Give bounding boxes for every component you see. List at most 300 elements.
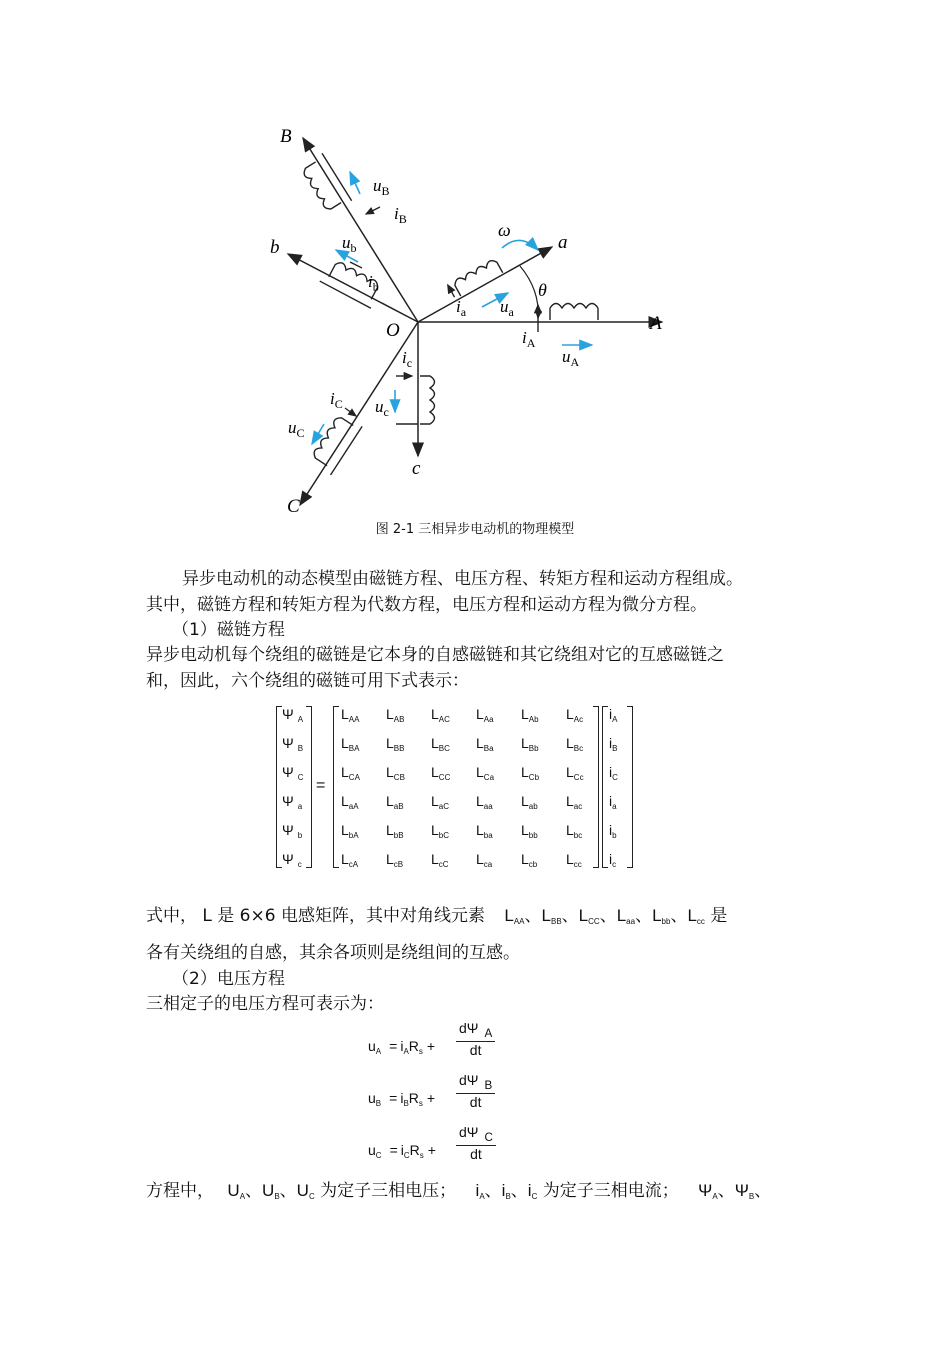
psi-inline-B-sub: B: [748, 1192, 755, 1201]
L-AC: [431, 706, 450, 724]
psi-B: [282, 735, 303, 753]
eq-equals: =: [389, 1038, 398, 1054]
psi-sub: b: [297, 831, 303, 840]
diag-L-AA-symbol: L: [504, 906, 514, 925]
frac-numerator: [456, 1124, 496, 1146]
L-bC: [431, 822, 449, 840]
L-sub: Ca: [483, 773, 495, 782]
eq-equals: =: [389, 1142, 398, 1158]
L-bracket-right: [593, 706, 599, 868]
eq-R-symbol: R: [408, 1038, 419, 1054]
L-symbol: L: [431, 764, 439, 780]
diag-L-bb: [652, 906, 670, 925]
L-sub: aC: [438, 802, 450, 811]
L-sub: bB: [393, 831, 404, 840]
L-symbol: L: [341, 735, 349, 751]
L-symbol: L: [431, 706, 439, 722]
L-sub: Bb: [528, 744, 539, 753]
L-ac: [566, 793, 582, 811]
para-5-prefix: 方程中，: [146, 1181, 214, 1201]
U-A-sub: A: [239, 1192, 246, 1201]
psi-symbol: Ψ: [282, 822, 294, 838]
L-sub: cb: [528, 860, 538, 869]
psi-sub: C: [297, 773, 304, 782]
eq-i-sub: C: [403, 1151, 410, 1160]
arrow-uB: [350, 172, 360, 194]
label-iA: $i_A$: [522, 328, 536, 350]
i-symbol: i: [609, 735, 613, 751]
eq-i-symbol: i: [400, 1038, 404, 1054]
L-bc: [566, 822, 582, 840]
label-ia: $i_a$: [456, 297, 467, 319]
eq-u: [368, 1038, 381, 1054]
L-sub: Cb: [528, 773, 540, 782]
eq-equals: =: [389, 1090, 398, 1106]
L-sub: Aa: [483, 715, 494, 724]
label-ub: $u_b$: [342, 233, 357, 255]
psi-inline-A-symbol: Ψ: [698, 1181, 713, 1200]
L-Cc: [566, 764, 584, 782]
L-symbol: L: [476, 793, 484, 809]
eq-R-sub: s: [418, 1047, 423, 1056]
i-C: [609, 764, 618, 782]
label-c: c: [412, 458, 421, 479]
frac-numerator: [456, 1020, 495, 1042]
L-symbol: L: [341, 793, 349, 809]
i-sub: A: [612, 715, 618, 724]
U-C-symbol: U: [296, 1181, 309, 1200]
psi-C: [282, 764, 303, 782]
L-sub: bc: [573, 831, 583, 840]
separator: 、: [717, 1181, 735, 1200]
L-cA: [341, 851, 358, 869]
L-Ab: [521, 706, 539, 724]
L-aB: [386, 793, 404, 811]
motor-model-diagram: [265, 120, 665, 515]
frac-denominator: dt: [470, 1145, 482, 1162]
L-sub: ba: [483, 831, 493, 840]
coil-B: [300, 153, 352, 215]
psi-A: [282, 706, 303, 724]
separator: 、: [484, 1181, 502, 1200]
para-1-line-2: 其中，磁链方程和转矩方程为代数方程，电压方程和运动方程为微分方程。: [146, 595, 707, 615]
eq-i: [401, 1142, 410, 1158]
eq-u-sub: C: [375, 1151, 382, 1160]
L-ba: [476, 822, 493, 840]
voltage-eq-A: [368, 1038, 435, 1056]
label-iB: $i_B$: [394, 204, 407, 226]
L-sub: aB: [393, 802, 404, 811]
L-Bc: [566, 735, 583, 753]
label-B: B: [280, 126, 292, 147]
L-symbol: L: [476, 851, 484, 867]
diag-L-cc-symbol: L: [687, 906, 697, 925]
eq-R: [410, 1142, 424, 1158]
psi-a: [282, 793, 302, 811]
L-sub: Ac: [573, 715, 584, 724]
para-3-line-2: 各有关绕组的自感，其余各项则是绕组间的互感。: [146, 943, 520, 963]
L-symbol: L: [431, 793, 439, 809]
L-BA: [341, 735, 359, 753]
diag-L-BB-sub: BB: [550, 917, 562, 926]
i-sub: B: [612, 744, 618, 753]
L-sub: Bc: [573, 744, 584, 753]
diag-L-cc: [687, 906, 704, 925]
L-symbol: L: [431, 851, 439, 867]
eq-i-symbol: i: [400, 1142, 404, 1158]
L-symbol: L: [386, 851, 394, 867]
i-symbol: i: [609, 822, 613, 838]
L-symbol: L: [341, 764, 349, 780]
i-inline-A: [476, 1181, 485, 1200]
L-sub: BA: [348, 744, 360, 753]
psi-inline-B-symbol: Ψ: [734, 1181, 749, 1200]
L-bA: [341, 822, 359, 840]
psi-bracket-right: [306, 706, 312, 868]
diag-L-AA: [504, 906, 524, 925]
axis-C: [300, 322, 418, 505]
theta-arc: [520, 266, 538, 318]
L-symbol: L: [476, 822, 484, 838]
L-symbol: L: [521, 764, 529, 780]
frac-d: d: [459, 1124, 467, 1140]
L-sub: Ab: [528, 715, 539, 724]
frac-psi: Ψ: [466, 1020, 479, 1036]
L-bb: [521, 822, 538, 840]
para-5: [146, 1178, 771, 1210]
psi-sub: c: [297, 860, 302, 869]
arrow-uC: [312, 424, 324, 444]
i-a: [609, 793, 617, 811]
L-sub: AB: [393, 715, 405, 724]
L-Bb: [521, 735, 539, 753]
L-bracket-left: [333, 706, 339, 868]
L-symbol: L: [521, 706, 529, 722]
i-inline-B: [502, 1181, 511, 1200]
eq-u: [368, 1142, 382, 1158]
i-inline-B-symbol: i: [501, 1181, 506, 1200]
i-inline-C: [528, 1181, 538, 1200]
L-cb: [521, 851, 537, 869]
i-c: [609, 851, 616, 869]
figure-physical-model: [265, 120, 665, 515]
i-inline-C-sub: C: [531, 1192, 538, 1201]
U-B: [262, 1181, 280, 1200]
L-symbol: L: [431, 735, 439, 751]
psi-c: [282, 851, 302, 869]
L-symbol: L: [566, 851, 574, 867]
L-symbol: L: [386, 793, 394, 809]
L-sub: CC: [438, 773, 451, 782]
diag-L-CC-sub: CC: [588, 917, 600, 926]
eq-plus: +: [426, 1090, 436, 1106]
L-Cb: [521, 764, 539, 782]
i-symbol: i: [609, 851, 613, 867]
L-sub: CA: [348, 773, 360, 782]
i-symbol: i: [609, 793, 613, 809]
voltage-eq-B: [368, 1090, 435, 1108]
label-uA: $u_A$: [562, 347, 580, 369]
psi-inline-A: [698, 1181, 718, 1200]
U-A: [227, 1181, 245, 1200]
label-iC: $i_C$: [330, 389, 343, 411]
L-sub: cA: [348, 860, 359, 869]
separator: 、: [561, 906, 579, 926]
psi-bracket-left: [276, 706, 282, 868]
separator: 、: [245, 1181, 263, 1200]
L-sub: AA: [348, 715, 360, 724]
L-symbol: L: [566, 764, 574, 780]
para-3-prefix: 式中， L 是 6×6 电感矩阵，其中对角线元素: [146, 906, 485, 926]
para-4: 三相定子的电压方程可表示为：: [146, 994, 384, 1014]
psi-symbol: Ψ: [282, 851, 294, 867]
eq-u-symbol: u: [368, 1038, 376, 1054]
label-b: b: [270, 237, 280, 258]
L-symbol: L: [566, 793, 574, 809]
para-2-line-2: 和，因此，六个绕组的磁链可用下式表示：: [146, 671, 469, 691]
eq-R-sub: s: [419, 1151, 424, 1160]
psi-sub: a: [297, 802, 303, 811]
U-B-symbol: U: [262, 1181, 275, 1200]
L-sub: bC: [438, 831, 450, 840]
L-symbol: L: [386, 822, 394, 838]
para-5-mid1: 为定子三相电压；: [320, 1181, 457, 1201]
voltage-eq-C: [368, 1142, 436, 1160]
L-symbol: L: [521, 735, 529, 751]
frac-d: d: [459, 1072, 467, 1088]
separator: 、: [670, 906, 688, 926]
frac-psi-sub: C: [484, 1130, 493, 1144]
diag-L-aa: [617, 906, 635, 925]
label-ua: $u_a$: [500, 297, 514, 319]
L-BC: [431, 735, 450, 753]
label-A: A: [650, 313, 662, 334]
label-a: a: [558, 232, 568, 253]
arrow-omega: [502, 240, 538, 250]
L-symbol: L: [386, 706, 394, 722]
i-bracket-left: [602, 706, 608, 868]
voltage-eq-fraction-A: [456, 1020, 495, 1058]
frac-psi: Ψ: [466, 1072, 479, 1088]
L-Aa: [476, 706, 494, 724]
L-symbol: L: [431, 822, 439, 838]
frac-numerator: [456, 1072, 495, 1094]
diag-L-CC: [579, 906, 600, 925]
diag-L-cc-sub: cc: [696, 917, 705, 926]
L-sub: cC: [438, 860, 449, 869]
U-A-symbol: U: [227, 1181, 240, 1200]
L-sub: CB: [393, 773, 405, 782]
psi-symbol: Ψ: [282, 764, 294, 780]
i-B: [609, 735, 617, 753]
U-C-sub: C: [308, 1192, 315, 1201]
i-sub: b: [612, 831, 617, 840]
L-sub: cc: [573, 860, 582, 869]
stator-current-list: [476, 1181, 538, 1200]
frac-psi-sub: A: [484, 1026, 493, 1040]
eq-u-sub: A: [375, 1047, 382, 1056]
L-Ba: [476, 735, 494, 753]
U-B-sub: B: [274, 1192, 280, 1201]
diag-L-AA-sub: AA: [513, 917, 525, 926]
L-sub: BC: [438, 744, 450, 753]
eq-i-sub: A: [403, 1047, 409, 1056]
eq-u-sub: B: [375, 1099, 382, 1108]
voltage-eq-fraction-B: [456, 1072, 495, 1110]
stator-voltage-list: [227, 1181, 314, 1200]
frac-denominator: dt: [469, 1041, 482, 1058]
eq-i: [400, 1038, 408, 1054]
L-symbol: L: [566, 706, 574, 722]
L-sub: bb: [528, 831, 538, 840]
label-theta: θ: [538, 280, 547, 300]
L-CB: [386, 764, 405, 782]
L-aa: [476, 793, 493, 811]
heading-voltage-equation: （2）电压方程: [172, 969, 285, 989]
heading-flux-equation: （1）磁链方程: [172, 620, 285, 640]
diag-L-bb-sub: bb: [661, 917, 671, 926]
i-sub: a: [612, 802, 617, 811]
L-sub: Cc: [573, 773, 584, 782]
psi-inline-A-sub: A: [712, 1192, 718, 1201]
L-BB: [386, 735, 404, 753]
separator: 、: [524, 906, 542, 926]
L-symbol: L: [341, 822, 349, 838]
L-symbol: L: [521, 851, 529, 867]
label-omega: ω: [498, 220, 511, 240]
eq-u-symbol: u: [368, 1142, 376, 1158]
separator: 、: [754, 1181, 772, 1200]
equals-sign: =: [316, 777, 326, 794]
eq-R-symbol: R: [408, 1090, 419, 1106]
coil-A: [538, 304, 598, 333]
eq-u-symbol: u: [368, 1090, 376, 1106]
figure-caption: 图 2-1 三相异步电动机的物理模型: [375, 522, 575, 537]
L-symbol: L: [386, 735, 394, 751]
separator: 、: [635, 906, 653, 926]
L-symbol: L: [566, 822, 574, 838]
L-symbol: L: [521, 822, 529, 838]
eq-R-sub: s: [418, 1099, 423, 1108]
diag-L-aa-symbol: L: [616, 906, 627, 925]
diag-L-aa-sub: aa: [626, 917, 636, 926]
axis-B: [303, 138, 418, 322]
L-sub: AC: [438, 715, 450, 724]
L-cC: [431, 851, 449, 869]
L-symbol: L: [476, 764, 484, 780]
i-A: [609, 706, 617, 724]
i-inline-A-symbol: i: [475, 1181, 480, 1200]
L-AA: [341, 706, 359, 724]
separator: 、: [510, 1181, 528, 1200]
i-b: [609, 822, 617, 840]
psi-inline-B: [735, 1181, 755, 1200]
label-uc: $u_c$: [375, 397, 389, 419]
label-uB: $u_B$: [373, 176, 390, 198]
frac-denominator: dt: [469, 1093, 482, 1110]
L-sub: Ba: [483, 744, 494, 753]
L-sub: cB: [393, 860, 404, 869]
L-symbol: L: [341, 706, 349, 722]
psi-symbol: Ψ: [282, 706, 294, 722]
stator-flux-list: [698, 1181, 771, 1200]
psi-b: [282, 822, 302, 840]
L-sub: ab: [528, 802, 538, 811]
L-symbol: L: [566, 735, 574, 751]
diag-L-BB-symbol: L: [541, 906, 551, 925]
L-CA: [341, 764, 360, 782]
L-cc: [566, 851, 582, 869]
eq-plus: +: [426, 1038, 436, 1054]
L-Ac: [566, 706, 583, 724]
label-ib: $i_b$: [368, 272, 379, 294]
para-3-suffix: 是: [710, 906, 728, 926]
frac-d: d: [459, 1020, 467, 1036]
L-ca: [476, 851, 492, 869]
para-5-mid2: 为定子三相电流；: [542, 1181, 679, 1201]
eq-u: [368, 1090, 381, 1106]
separator: 、: [279, 1181, 297, 1200]
L-symbol: L: [521, 793, 529, 809]
diag-element-list: [504, 906, 710, 926]
i-sub: c: [612, 860, 617, 869]
i-sub: C: [612, 773, 618, 782]
L-sub: BB: [393, 744, 405, 753]
eq-R: [409, 1090, 423, 1106]
i-inline-B-sub: B: [505, 1192, 511, 1201]
L-cB: [386, 851, 403, 869]
eq-i: [400, 1090, 408, 1106]
L-symbol: L: [341, 851, 349, 867]
para-1-line-1: 异步电动机的动态模型由磁链方程、电压方程、转矩方程和运动方程组成。: [182, 569, 743, 589]
eq-i-sub: B: [403, 1099, 409, 1108]
U-C: [297, 1181, 315, 1200]
eq-R: [409, 1038, 423, 1054]
label-O: O: [386, 320, 400, 341]
frac-psi-sub: B: [484, 1078, 493, 1092]
L-sub: bA: [348, 831, 359, 840]
L-ab: [521, 793, 538, 811]
L-symbol: L: [476, 735, 484, 751]
diag-L-CC-symbol: L: [578, 906, 589, 925]
eq-i-symbol: i: [400, 1090, 404, 1106]
eq-plus: +: [427, 1142, 436, 1158]
i-inline-A-sub: A: [479, 1192, 485, 1201]
frac-psi: Ψ: [466, 1124, 479, 1140]
label-uC: $u_C$: [288, 418, 305, 440]
psi-sub: B: [297, 744, 304, 753]
L-sub: aa: [483, 802, 493, 811]
psi-symbol: Ψ: [282, 735, 294, 751]
label-ic: $i_c$: [402, 348, 413, 370]
label-C: C: [287, 496, 300, 515]
diag-L-BB: [542, 906, 562, 925]
L-symbol: L: [476, 706, 484, 722]
L-CC: [431, 764, 450, 782]
para-2-line-1: 异步电动机每个绕组的磁链是它本身的自感磁链和其它绕组对它的互感磁链之: [146, 645, 724, 665]
L-AB: [386, 706, 404, 724]
L-sub: aA: [348, 802, 359, 811]
L-sub: ac: [573, 802, 583, 811]
i-inline-C-symbol: i: [527, 1181, 532, 1200]
diag-L-bb-symbol: L: [652, 906, 662, 925]
i-bracket-right: [627, 706, 633, 868]
i-symbol: i: [609, 764, 613, 780]
L-bB: [386, 822, 404, 840]
psi-sub: A: [297, 715, 304, 724]
L-symbol: L: [386, 764, 394, 780]
L-sub: ca: [483, 860, 493, 869]
